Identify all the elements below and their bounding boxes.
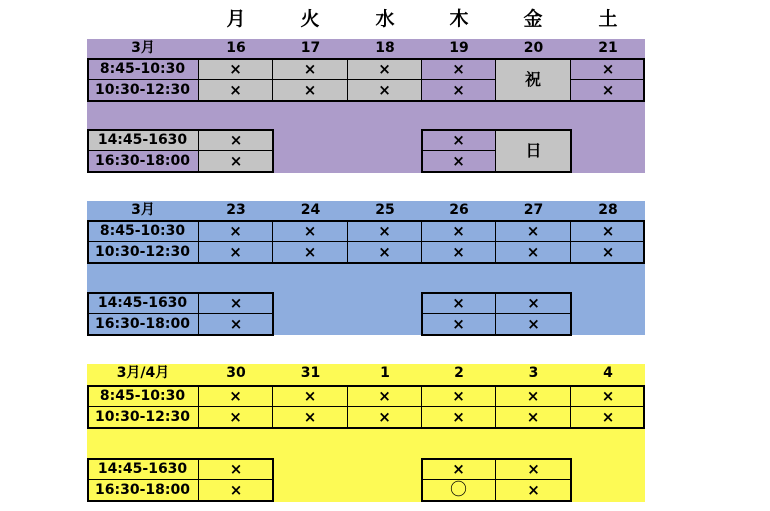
- week3-date: 1: [380, 365, 390, 381]
- week3-date: 30: [226, 365, 246, 381]
- week1-slot-cell: ×: [199, 80, 273, 101]
- week3-slot-cell: ×: [348, 386, 422, 407]
- week2-slot-cell: ×: [601, 243, 615, 261]
- week3-date: 4: [603, 365, 613, 381]
- week2-slot-cell: ×: [422, 242, 496, 263]
- week2-slot-cell: ×: [422, 314, 496, 335]
- week3-slot-cell: ×: [199, 386, 273, 407]
- week1-date: 19: [449, 40, 469, 56]
- week2-slot-cell: ×: [571, 221, 645, 242]
- week2-date: 28: [598, 202, 618, 218]
- week3-slot-cell: ×: [527, 481, 540, 499]
- week1-slot-time: 10:30-12:30: [87, 80, 199, 101]
- week2-slot-cell: ×: [199, 293, 273, 314]
- week1-date: 17: [300, 40, 321, 56]
- week2-date: 26: [449, 202, 469, 218]
- week3-slot-time: 16:30-18:00: [87, 480, 199, 501]
- week3-slot-cell: ×: [571, 386, 645, 407]
- week3-slot-cell: ×: [422, 386, 496, 407]
- week1-date: 20: [523, 40, 544, 56]
- week1-slot-cell: ×: [422, 59, 496, 80]
- weekday-thu: 木: [449, 8, 469, 30]
- week1-slot-cell: ×: [422, 151, 496, 172]
- week3-slot-cell: ×: [229, 481, 243, 499]
- week2-slot-time: 8:45-10:30: [87, 221, 199, 242]
- week1-sunday-note: 日: [496, 130, 571, 172]
- week2-month: 3月: [131, 202, 155, 218]
- week1-slot-cell: ×: [422, 80, 496, 101]
- week2-slot-time: 14:45-1630: [87, 293, 199, 314]
- week1-slot-cell: ×: [348, 59, 422, 80]
- week3-slot-cell: ×: [601, 408, 615, 426]
- week2-slot-time: 10:30-12:30: [87, 242, 199, 263]
- weekday-wed: 水: [375, 8, 395, 30]
- week1-date: 18: [375, 40, 395, 56]
- week1-slot-cell: ×: [348, 80, 422, 101]
- weekday-tue: 火: [300, 8, 320, 30]
- week1-slot-time: 14:45-1630: [87, 130, 199, 151]
- weekday-fri: 金: [523, 8, 543, 30]
- week2-slot-cell: ×: [348, 242, 422, 263]
- week1-slot-cell: ×: [422, 130, 496, 151]
- week3-slot-cell: ×: [496, 407, 571, 428]
- week3-slot-time: 10:30-12:30: [87, 407, 199, 428]
- week3-slot-cell: ×: [199, 459, 273, 480]
- week3-slot-cell: ×: [422, 407, 496, 428]
- week1-slot-cell: ×: [273, 59, 348, 80]
- week1-slot-cell: ×: [199, 130, 273, 151]
- week3-month: 3月/4月: [116, 365, 170, 381]
- week2-slot-time: 16:30-18:00: [87, 314, 199, 335]
- week3-slot-cell: ×: [199, 407, 273, 428]
- week2-slot-cell: ×: [273, 221, 348, 242]
- week2-slot-cell: ×: [422, 293, 496, 314]
- week2-slot-cell: ×: [199, 242, 273, 263]
- week2-date: 25: [375, 202, 395, 218]
- week2-slot-cell: ×: [422, 221, 496, 242]
- week2-slot-cell: ×: [496, 221, 571, 242]
- week3-date: 31: [300, 365, 321, 381]
- week1-date: 16: [226, 40, 246, 56]
- week3-slot-cell: ×: [496, 386, 571, 407]
- week2-slot-cell: ×: [348, 221, 422, 242]
- week3-slot-cell: ×: [273, 407, 348, 428]
- week1-slot-cell: ×: [199, 151, 273, 172]
- week1-slot-cell: ×: [273, 80, 348, 101]
- week2-slot-cell: ×: [273, 242, 348, 263]
- week2-date: 23: [226, 202, 246, 218]
- week2-date: 27: [523, 202, 544, 218]
- weekday-sat: 土: [598, 8, 618, 30]
- week3-slot-cell: ×: [422, 459, 496, 480]
- week2-slot-cell: ×: [496, 242, 571, 263]
- week2-slot-cell: ×: [199, 221, 273, 242]
- week1-slot-cell: ×: [199, 59, 273, 80]
- week3-slot-cell: ×: [496, 459, 571, 480]
- week2-slot-cell: ×: [527, 315, 540, 333]
- week1-slot-cell: ×: [571, 59, 645, 80]
- week2-slot-cell: ×: [229, 315, 243, 333]
- week3-slot-cell: ×: [348, 407, 422, 428]
- week1-date: 21: [598, 40, 618, 56]
- week3-date: 2: [454, 365, 464, 381]
- week3-slot-time: 14:45-1630: [87, 459, 199, 480]
- week1-month: 3月: [131, 40, 155, 56]
- week1-holiday-note: 祝: [496, 59, 571, 101]
- week2-date: 24: [300, 202, 321, 218]
- week3-slot-cell: ×: [273, 386, 348, 407]
- week3-date: 3: [528, 365, 539, 381]
- week1-slot-cell: ×: [601, 81, 615, 99]
- week2-slot-cell: ×: [496, 293, 571, 314]
- week3-slot-time: 8:45-10:30: [87, 386, 199, 407]
- weekday-mon: 月: [226, 8, 246, 30]
- week1-slot-time: 16:30-18:00: [87, 151, 199, 172]
- week3-available-cell: 〇: [422, 480, 496, 501]
- week1-slot-time: 8:45-10:30: [87, 59, 199, 80]
